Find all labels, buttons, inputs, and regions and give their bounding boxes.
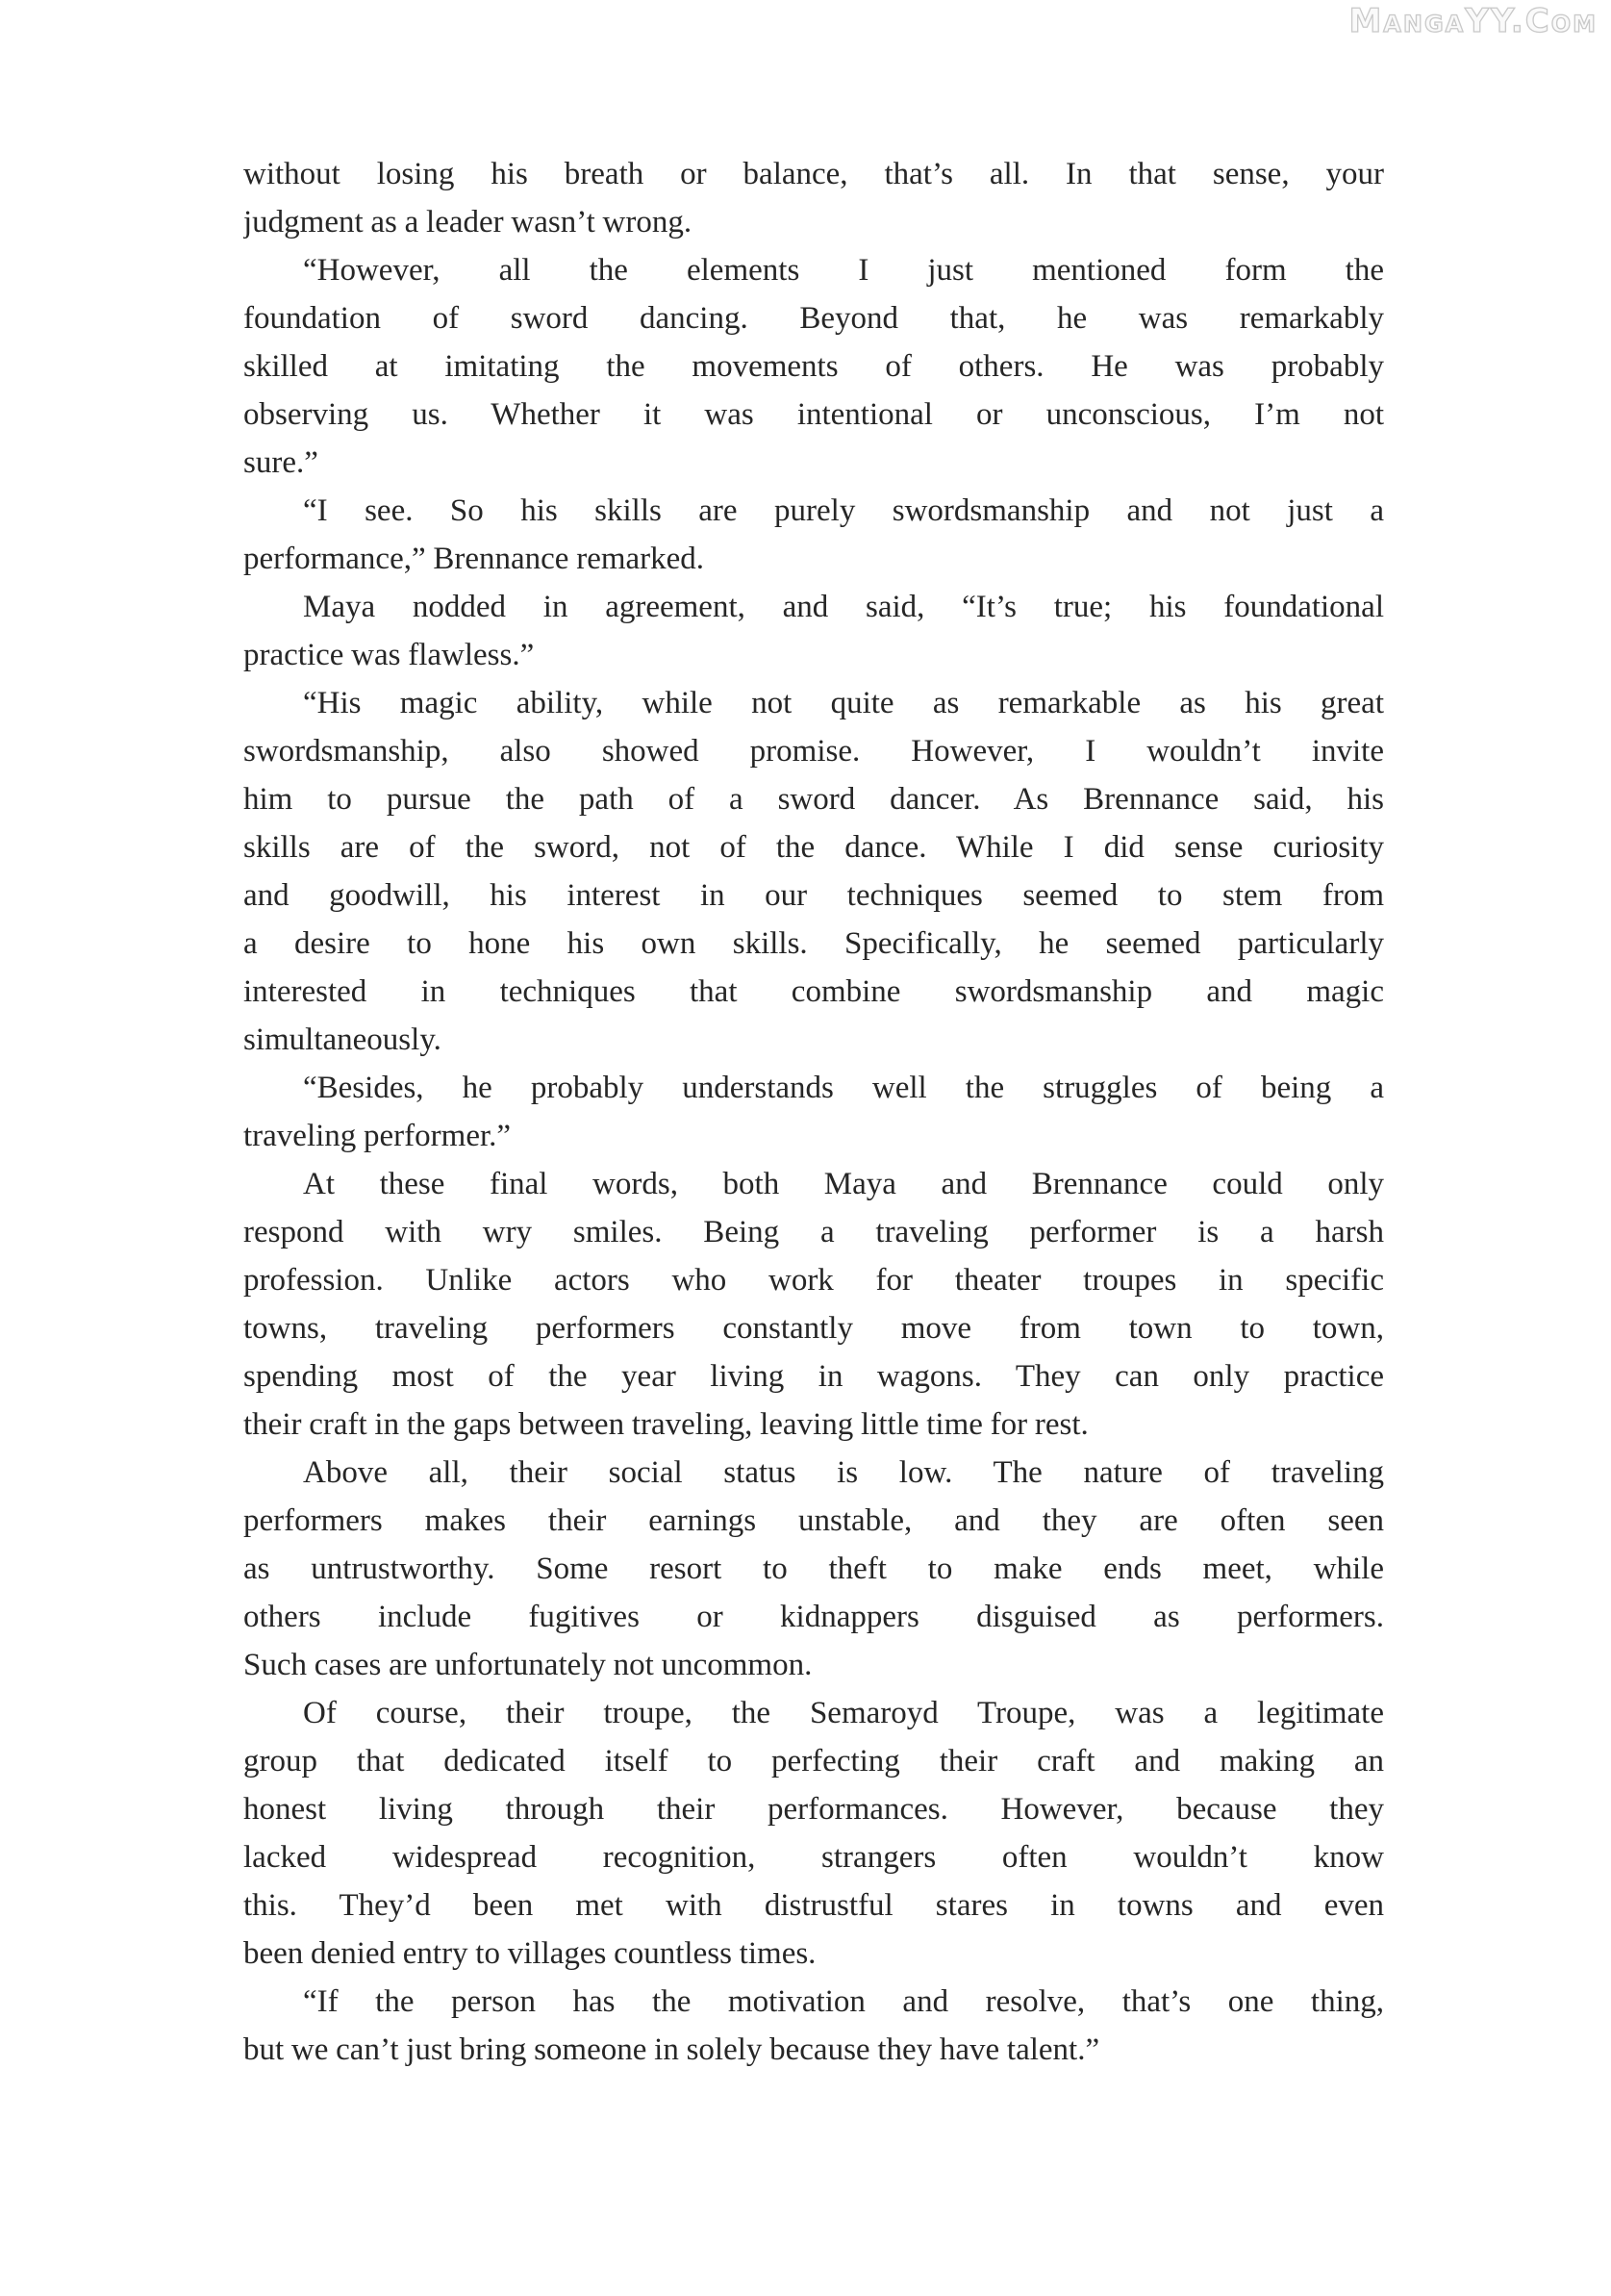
text-line: “However, all the elements I just mentioned form the bbox=[303, 253, 1384, 288]
text-line: “His magic ability, while not quite as remarkable as his great bbox=[303, 686, 1384, 720]
text-line: as untrustworthy. Some resort to theft to make ends meet, while bbox=[243, 1552, 1384, 1586]
text-line: spending most of the year living in wagons. They can only practice bbox=[243, 1359, 1384, 1394]
text-line: without losing his breath or balance, that’s all. In that sense, your bbox=[243, 157, 1384, 191]
text-line: performance,” Brennance remarked. bbox=[243, 542, 705, 576]
text-line: observing us. Whether it was intentional or unconscious, I’m not bbox=[243, 397, 1384, 432]
text-line: group that dedicated itself to perfecting their craft and making an bbox=[243, 1744, 1384, 1779]
text-line: skilled at imitating the movements of others. He was probably bbox=[243, 349, 1384, 384]
text-line: Above all, their social status is low. The nature of traveling bbox=[303, 1455, 1384, 1490]
text-line: a desire to hone his own skills. Specifically, he seemed particularly bbox=[243, 926, 1384, 961]
text-line: “If the person has the motivation and resolve, that’s one thing, bbox=[303, 1984, 1384, 2019]
text-line: “Besides, he probably understands well the struggles of being a bbox=[303, 1071, 1384, 1105]
text-line: interested in techniques that combine swordsmanship and magic bbox=[243, 974, 1384, 1009]
text-line: simultaneously. bbox=[243, 1022, 441, 1057]
text-line: “I see. So his skills are purely swordsmanship and not just a bbox=[303, 493, 1384, 528]
text-line: sure.” bbox=[243, 445, 318, 480]
text-line: practice was flawless.” bbox=[243, 638, 535, 672]
text-line: but we can’t just bring someone in solely because they have talent.” bbox=[243, 2032, 1100, 2067]
text-line: judgment as a leader wasn’t wrong. bbox=[243, 205, 692, 240]
text-line: At these final words, both Maya and Brennance could only bbox=[303, 1167, 1384, 1201]
text-line: honest living through their performances. However, because they bbox=[243, 1792, 1384, 1827]
text-line: swordsmanship, also showed promise. However, I wouldn’t invite bbox=[243, 734, 1384, 769]
text-line: this. They’d been met with distrustful stares in towns and even bbox=[243, 1888, 1384, 1923]
text-line: and goodwill, his interest in our techniques seemed to stem from bbox=[243, 878, 1384, 913]
text-line: foundation of sword dancing. Beyond that, he was remarkably bbox=[243, 301, 1384, 336]
text-line: Such cases are unfortunately not uncommon. bbox=[243, 1648, 813, 1682]
text-line: their craft in the gaps between traveling, leaving little time for rest. bbox=[243, 1407, 1089, 1442]
text-line: others include fugitives or kidnappers disguised as performers. bbox=[243, 1600, 1384, 1634]
text-line: been denied entry to villages countless times. bbox=[243, 1936, 817, 1971]
text-line: respond with wry smiles. Being a traveling performer is a harsh bbox=[243, 1215, 1384, 1249]
book-page-text bbox=[243, 150, 1384, 2074]
text-line: traveling performer.” bbox=[243, 1119, 512, 1153]
text-line: Maya nodded in agreement, and said, “It’s true; his foundational bbox=[303, 590, 1384, 624]
text-line: lacked widespread recognition, strangers often wouldn’t know bbox=[243, 1840, 1384, 1875]
text-line: skills are of the sword, not of the dance. While I did sense curiosity bbox=[243, 830, 1384, 865]
text-line: towns, traveling performers constantly move from town to town, bbox=[243, 1311, 1384, 1346]
text-line: Of course, their troupe, the Semaroyd Troupe, was a legitimate bbox=[303, 1696, 1384, 1730]
text-line: him to pursue the path of a sword dancer. As Brennance said, his bbox=[243, 782, 1384, 817]
text-line: performers makes their earnings unstable, and they are often seen bbox=[243, 1503, 1384, 1538]
site-watermark: MangaYY.Com bbox=[1348, 2, 1598, 40]
text-line: profession. Unlike actors who work for theater troupes in specific bbox=[243, 1263, 1384, 1298]
